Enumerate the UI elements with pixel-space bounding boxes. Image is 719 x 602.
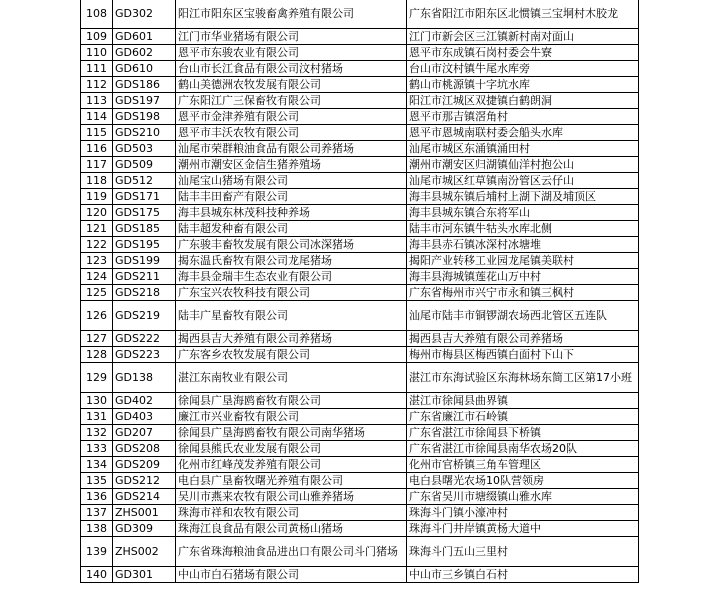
farm-name: 海丰县金瑞丰生态农业有限公司 [176,269,407,285]
row-number: 124 [81,269,113,285]
farm-code: GD601 [113,29,176,45]
farm-address: 湛江市徐闻县曲界镇 [407,393,639,409]
farm-name: 揭西县吉大养殖有限公司养猪场 [176,331,407,347]
farm-address: 广东省阳江市阳东区北惯镇三宝垌村木胶龙 [407,0,639,29]
farm-name: 恩平市金津养殖有限公司 [176,109,407,125]
table-row [81,77,639,93]
farm-address: 台山市汶村镇牛尾水库旁 [407,61,639,77]
row-number: 132 [81,425,113,441]
farm-name: 汕尾宝山猪场有限公司 [176,173,407,189]
table-row [81,425,639,441]
farm-name: 广东省珠海粮油食品进出口有限公司斗门猪场 [176,537,407,567]
farm-code: GD402 [113,393,176,409]
row-number: 121 [81,221,113,237]
farm-address: 海丰县城东镇合东将军山 [407,205,639,221]
row-number: 140 [81,567,113,583]
row-number: 112 [81,77,113,93]
farm-name: 广东客乡农牧发展有限公司 [176,347,407,363]
table-row [81,363,639,393]
farm-address: 梅州市梅县区梅西镇白面村下山下 [407,347,639,363]
farm-name: 陆丰广星畜牧有限公司 [176,301,407,331]
farm-code: GDS210 [113,125,176,141]
row-number: 115 [81,125,113,141]
farm-name: 潮州市潮安区金信生猪养殖场 [176,157,407,173]
farm-code: GDS223 [113,347,176,363]
row-number: 108 [81,0,113,29]
table-row [81,45,639,61]
row-number: 139 [81,537,113,567]
farm-name: 化州市红峰茂发养殖有限公司 [176,457,407,473]
farm-code: GD509 [113,157,176,173]
farm-name: 陆丰丰田畜产有限公司 [176,189,407,205]
table-row [81,125,639,141]
row-number: 118 [81,173,113,189]
table-row [81,109,639,125]
row-number: 137 [81,505,113,521]
table-row [81,29,639,45]
farm-name: 广东宝兴农牧科技有限公司 [176,285,407,301]
row-number: 120 [81,205,113,221]
table-row [81,253,639,269]
farm-address: 海丰县城东镇后埔村上湖下湖及埔顶区 [407,189,639,205]
table-row [81,489,639,505]
farm-code: GDS222 [113,331,176,347]
farm-code: GDS195 [113,237,176,253]
table-row [81,393,639,409]
farm-address: 湛江市东海试验区东海林场东简工区第17小班 [407,363,639,393]
farm-code: GD602 [113,45,176,61]
row-number: 133 [81,441,113,457]
farm-name: 珠海市祥和农牧有限公司 [176,505,407,521]
row-number: 130 [81,393,113,409]
farm-name: 揭东温氏畜牧有限公司龙尾猪场 [176,253,407,269]
farm-name: 海丰县城东林茂科技种养场 [176,205,407,221]
farm-code: GD403 [113,409,176,425]
farm-address: 揭西县吉大养殖有限公司养猪场 [407,331,639,347]
farm-address: 广东省湛江市徐闻县下桥镇 [407,425,639,441]
farm-table [80,0,639,583]
table-row [81,457,639,473]
row-number: 114 [81,109,113,125]
farm-address: 珠海斗门井岸镇黄杨大道中 [407,521,639,537]
table-row [81,173,639,189]
farm-name: 阳江市阳东区宝骏畜禽养殖有限公司 [176,0,407,29]
row-number: 111 [81,61,113,77]
row-number: 131 [81,409,113,425]
table-row [81,567,639,583]
table-row [81,285,639,301]
farm-address: 阳江市江城区双捷镇白鹤朗洞 [407,93,639,109]
table-row [81,269,639,285]
farm-name: 恩平市丰沃农牧有限公司 [176,125,407,141]
table-row [81,521,639,537]
row-number: 119 [81,189,113,205]
farm-address: 揭阳产业转移工业园龙尾镇美联村 [407,253,639,269]
farm-code: GDS175 [113,205,176,221]
table-row [81,237,639,253]
farm-code: GDS198 [113,109,176,125]
farm-code: GDS219 [113,301,176,331]
farm-name: 廉江市兴业畜牧有限公司 [176,409,407,425]
farm-code: GDS218 [113,285,176,301]
farm-address: 恩平市恩城南联村委会船头水库 [407,125,639,141]
row-number: 109 [81,29,113,45]
farm-code: GD309 [113,521,176,537]
farm-address: 潮州市潮安区归湖镇仙洋村抱公山 [407,157,639,173]
farm-address: 恩平市那吉镇滘角村 [407,109,639,125]
table-row [81,331,639,347]
farm-code: GDS171 [113,189,176,205]
farm-name: 陆丰超发种畜有限公司 [176,221,407,237]
farm-name: 徐闻县熊氏农业发展有限公司 [176,441,407,457]
farm-code: GDS186 [113,77,176,93]
table-row [81,61,639,77]
row-number: 125 [81,285,113,301]
farm-address: 海丰县海城镇莲花山万中村 [407,269,639,285]
farm-address: 化州市官桥镇三角车管理区 [407,457,639,473]
row-number: 135 [81,473,113,489]
row-number: 126 [81,301,113,331]
farm-name: 鹤山美德洲农牧发展有限公司 [176,77,407,93]
table-row [81,93,639,109]
farm-address: 恩平市东成镇石岗村委会牛寮 [407,45,639,61]
farm-code: GDS214 [113,489,176,505]
farm-address: 珠海斗门镇小濠冲村 [407,505,639,521]
data-sheet [80,0,639,583]
table-row [81,409,639,425]
farm-code: GD512 [113,173,176,189]
farm-name: 恩平市东骏农业有限公司 [176,45,407,61]
row-number: 110 [81,45,113,61]
farm-address: 海丰县赤石镇冰深村冰塘堆 [407,237,639,253]
farm-code: GDS212 [113,473,176,489]
table-body [81,0,639,583]
row-number: 129 [81,363,113,393]
farm-code: GDS211 [113,269,176,285]
farm-name: 广东阳江广三保畜牧有限公司 [176,93,407,109]
farm-name: 广东骏丰畜牧发展有限公司冰深猪场 [176,237,407,253]
row-number: 138 [81,521,113,537]
row-number: 113 [81,93,113,109]
table-row [81,347,639,363]
farm-code: GDS209 [113,457,176,473]
farm-name: 电白县广垦畜牧曙光养殖有限公司 [176,473,407,489]
farm-address: 广东省湛江市徐闻县南华农场20队 [407,441,639,457]
row-number: 122 [81,237,113,253]
table-row [81,205,639,221]
table-row [81,141,639,157]
farm-address: 鹤山市桃源镇十字坑水库 [407,77,639,93]
farm-name: 珠海江良食品有限公司黄杨山猪场 [176,521,407,537]
farm-name: 徐闻县广垦海鸥畜牧有限公司 [176,393,407,409]
farm-name: 湛江东南牧业有限公司 [176,363,407,393]
table-row [81,537,639,567]
farm-address: 电白县曙光农场10队营领房 [407,473,639,489]
farm-address: 中山市三乡镇白石村 [407,567,639,583]
farm-address: 陆丰市河东镇牛牯头水库北侧 [407,221,639,237]
farm-code: GD610 [113,61,176,77]
table-row [81,505,639,521]
table-row [81,157,639,173]
row-number: 134 [81,457,113,473]
table-row [81,189,639,205]
farm-address: 汕尾市城区红草镇南汾管区云仔山 [407,173,639,189]
row-number: 128 [81,347,113,363]
farm-address: 汕尾市陆丰市铜锣湖农场西北管区五连队 [407,301,639,331]
farm-code: ZHS002 [113,537,176,567]
farm-code: ZHS001 [113,505,176,521]
farm-address: 广东省廉江市石岭镇 [407,409,639,425]
farm-code: GD503 [113,141,176,157]
table-row [81,441,639,457]
farm-code: GD301 [113,567,176,583]
table-row [81,473,639,489]
row-number: 117 [81,157,113,173]
row-number: 123 [81,253,113,269]
farm-code: GD207 [113,425,176,441]
farm-name: 汕尾市荣群粮油食品有限公司养猪场 [176,141,407,157]
table-row [81,221,639,237]
row-number: 116 [81,141,113,157]
farm-code: GD138 [113,363,176,393]
farm-name: 中山市白石猪场有限公司 [176,567,407,583]
farm-code: GD302 [113,0,176,29]
farm-address: 广东省梅州市兴宁市永和镇三枫村 [407,285,639,301]
farm-name: 徐闻县广垦海鸥畜牧有限公司南华猪场 [176,425,407,441]
row-number: 127 [81,331,113,347]
farm-code: GDS185 [113,221,176,237]
farm-code: GDS208 [113,441,176,457]
farm-name: 江门市华业猪场有限公司 [176,29,407,45]
farm-address: 珠海斗门五山三里村 [407,537,639,567]
farm-address: 江门市新会区三江镇新村南对面山 [407,29,639,45]
farm-name: 台山市长江食品有限公司汶村猪场 [176,61,407,77]
farm-code: GDS199 [113,253,176,269]
table-row [81,0,639,29]
farm-address: 广东省吴川市塘缀镇山雅水库 [407,489,639,505]
farm-code: GDS197 [113,93,176,109]
farm-name: 吴川市燕来农牧有限公司山雅养猪场 [176,489,407,505]
row-number: 136 [81,489,113,505]
farm-address: 汕尾市城区东涌镇涌田村 [407,141,639,157]
table-row [81,301,639,331]
